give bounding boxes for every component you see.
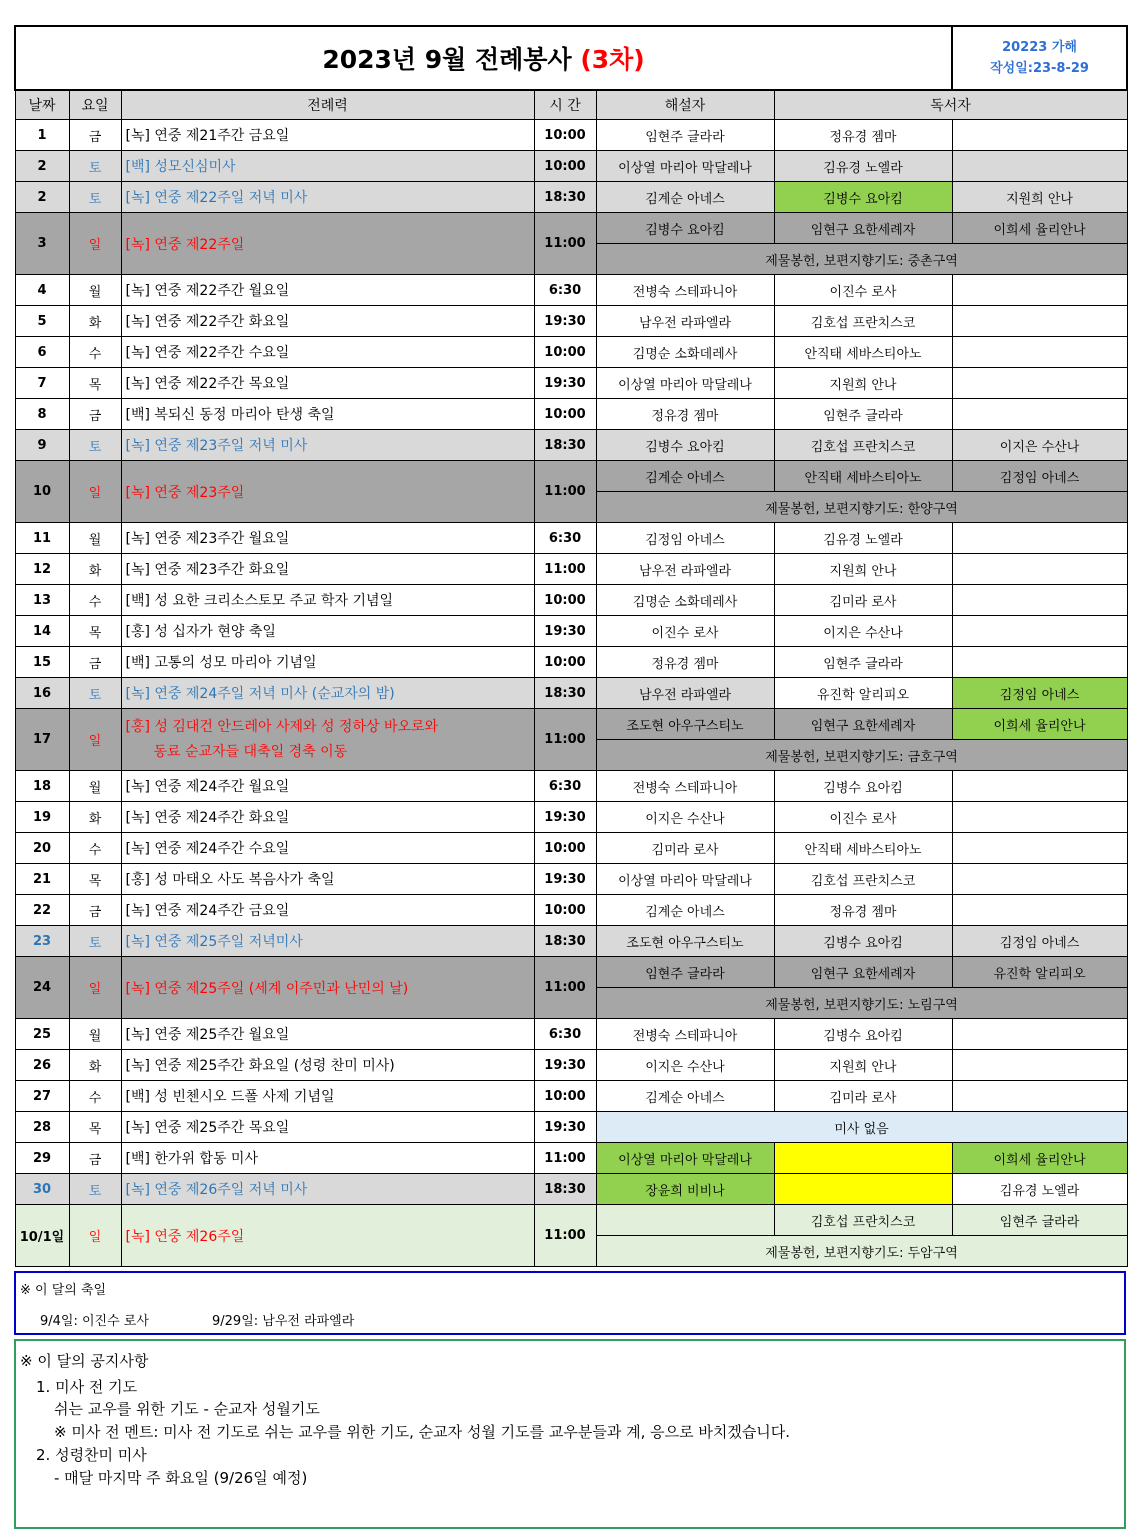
schedule-row [15,306,1127,337]
schedule-row [15,1143,1127,1174]
reader-cell: 정유경 젬마 [774,120,952,151]
weekday-cell: 수 [69,585,121,616]
schedule-row [15,895,1127,926]
time-cell: 10:00 [534,399,596,430]
weekday-cell: 화 [69,802,121,833]
commentator-cell: 임현주 글라라 [596,120,774,151]
reader-cell: 이지은 수산나 [774,616,952,647]
date-cell: 8 [15,399,69,430]
liturgy-cell: [녹] 연중 제22주간 월요일 [121,275,534,306]
reader-cell [952,306,1127,337]
year-cycle: 20223 가해 [1002,40,1077,55]
reader-cell: 김호섭 프란치스코 [774,864,952,895]
schedule-row [15,833,1127,864]
reader-cell [952,616,1127,647]
time-cell: 6:30 [534,1019,596,1050]
weekday-cell: 토 [69,1174,121,1205]
time-cell: 19:30 [534,368,596,399]
page-title [15,26,952,90]
schedule-row [15,802,1127,833]
commentator-cell: 김계순 아네스 [596,895,774,926]
reader-cell: 임현구 요한세례자 [774,709,952,740]
reader-cell: 안직태 세바스티아노 [774,337,952,368]
weekday-cell: 금 [69,895,121,926]
reader-cell: 지원희 안나 [774,1050,952,1081]
schedule-row [15,864,1127,895]
liturgy-cell: [녹] 연중 제22주간 수요일 [121,337,534,368]
date-cell: 13 [15,585,69,616]
schedule-row [15,368,1127,399]
col-weekday: 요일 [69,90,121,120]
time-cell: 6:30 [534,771,596,802]
reader-cell [952,647,1127,678]
weekday-cell: 수 [69,1081,121,1112]
liturgy-cell: [녹] 연중 제22주간 화요일 [121,306,534,337]
liturgy-cell: [홍] 성 마태오 사도 복음사가 축일 [121,864,534,895]
date-cell: 20 [15,833,69,864]
commentator-cell: 남우전 라파엘라 [596,554,774,585]
date-cell: 16 [15,678,69,709]
no-mass-cell: 미사 없음 [596,1112,1127,1143]
schedule-row [15,151,1127,182]
weekday-cell: 화 [69,1050,121,1081]
commentator-cell: 남우전 라파엘라 [596,306,774,337]
time-cell: 19:30 [534,1050,596,1081]
time-cell: 11:00 [534,461,596,523]
reader-cell: 김정임 아네스 [952,678,1127,709]
reader-cell: 임현주 글라라 [952,1205,1127,1236]
notice-heading: ※ 이 달의 공지사항 [20,1352,149,1370]
commentator-cell: 김병수 요아킴 [596,213,774,244]
schedule-row [15,1112,1127,1143]
notice-item-title: 2. 성령찬미 미사 [36,1446,147,1464]
reader-cell: 김호섭 프란치스코 [774,430,952,461]
schedule-rows [15,120,1127,1267]
commentator-cell: 전병숙 스테파니아 [596,275,774,306]
commentator-cell: 김병수 요아킴 [596,430,774,461]
reader-cell: 지원희 안나 [774,368,952,399]
reader-cell: 안직태 세바스티아노 [774,461,952,492]
reader-cell [952,337,1127,368]
weekday-cell: 일 [69,461,121,523]
date-cell: 30 [15,1174,69,1205]
date-cell: 9 [15,430,69,461]
notice-item-title: 1. 미사 전 기도 [36,1378,138,1396]
schedule-row [15,337,1127,368]
commentator-cell: 김계순 아네스 [596,461,774,492]
schedule-row [15,120,1127,151]
schedule-row [15,399,1127,430]
offertory-cell: 제물봉헌, 보편지향기도: 노림구역 [596,988,1127,1019]
commentator-cell: 이상열 마리아 막달레나 [596,864,774,895]
reader-cell: 김병수 요아킴 [774,771,952,802]
date-cell: 19 [15,802,69,833]
liturgy-line: 동료 순교자들 대축일 경축 이동 [153,743,348,760]
reader-cell [952,771,1127,802]
weekday-cell: 화 [69,306,121,337]
weekday-cell: 월 [69,275,121,306]
schedule-row [15,1081,1127,1112]
liturgy-line: [홍] 성 김대건 안드레아 사제와 성 정하상 바오로와 [125,718,439,735]
reader-cell [774,1174,952,1205]
written-date: 작성일:23-8-29 [990,61,1089,76]
schedule-row [15,1174,1127,1205]
date-cell: 2 [15,182,69,213]
liturgy-cell: [녹] 연중 제22주일 저녁 미사 [121,182,534,213]
commentator-cell: 김미라 로사 [596,833,774,864]
schedule-row [15,709,1127,740]
notice-text: 쉬는 교우를 위한 기도 - 순교자 성월기도 [54,1400,320,1418]
liturgy-cell: [녹] 연중 제24주간 금요일 [121,895,534,926]
reader-cell: 김병수 요아킴 [774,926,952,957]
col-commentator: 해설자 [596,90,774,120]
date-cell: 2 [15,151,69,182]
date-cell: 17 [15,709,69,771]
commentator-cell: 전병숙 스테파니아 [596,1019,774,1050]
feast-heading: ※ 이 달의 축일 [20,1283,107,1298]
time-cell: 11:00 [534,213,596,275]
reader-cell [952,554,1127,585]
time-cell: 18:30 [534,678,596,709]
liturgy-cell: [백] 고통의 성모 마리아 기념일 [121,647,534,678]
date-cell: 26 [15,1050,69,1081]
offertory-cell: 제물봉헌, 보편지향기도: 한양구역 [596,492,1127,523]
offertory-cell: 제물봉헌, 보편지향기도: 중촌구역 [596,244,1127,275]
weekday-cell: 수 [69,337,121,368]
liturgy-cell: [녹] 연중 제23주일 저녁 미사 [121,430,534,461]
date-cell: 27 [15,1081,69,1112]
liturgy-cell: [홍] 성 십자가 현양 축일 [121,616,534,647]
schedule-row [15,616,1127,647]
reader-cell [952,1081,1127,1112]
schedule-row [15,926,1127,957]
monthly-feast-box [14,1271,1126,1335]
liturgy-cell: [녹] 연중 제23주간 화요일 [121,554,534,585]
weekday-cell: 목 [69,864,121,895]
col-day: 날짜 [15,90,69,120]
notice-text: - 매달 마지막 주 화요일 (9/26일 예정) [54,1469,308,1487]
reader-cell [952,585,1127,616]
weekday-cell: 토 [69,182,121,213]
time-cell: 19:30 [534,616,596,647]
date-cell: 22 [15,895,69,926]
reader-cell [952,523,1127,554]
time-cell: 6:30 [534,275,596,306]
col-liturgy: 전례력 [121,90,534,120]
reader-cell: 김병수 요아킴 [774,182,952,213]
schedule-row [15,1205,1127,1236]
reader-cell: 지원희 안나 [774,554,952,585]
title-round: (3차) [580,45,645,74]
liturgy-cell: [녹] 연중 제26주일 [121,1205,534,1267]
weekday-cell: 토 [69,151,121,182]
weekday-cell: 일 [69,1205,121,1267]
date-cell: 6 [15,337,69,368]
liturgy-cell: [녹] 연중 제24주일 저녁 미사 (순교자의 밤) [121,678,534,709]
reader-cell: 이희세 율리안나 [952,709,1127,740]
liturgy-cell [121,709,534,771]
monthly-notice-box [14,1339,1126,1529]
weekday-cell: 수 [69,833,121,864]
time-cell: 19:30 [534,802,596,833]
reader-cell [952,895,1127,926]
reader-cell: 임현주 글라라 [774,399,952,430]
date-cell: 7 [15,368,69,399]
reader-cell: 유진학 알리피오 [774,678,952,709]
reader-cell: 이진수 로사 [774,802,952,833]
reader-cell [952,368,1127,399]
reader-cell [952,120,1127,151]
date-cell: 21 [15,864,69,895]
commentator-cell: 이지은 수산나 [596,1050,774,1081]
weekday-cell: 일 [69,213,121,275]
liturgy-cell: [백] 한가위 합동 미사 [121,1143,534,1174]
date-cell: 11 [15,523,69,554]
schedule-row [15,461,1127,492]
commentator-cell: 이지은 수산나 [596,802,774,833]
schedule-sheet [14,25,1126,1267]
time-cell: 11:00 [534,1143,596,1174]
time-cell: 10:00 [534,895,596,926]
feast-item: 9/4일: 이진수 로사 [40,1314,149,1329]
time-cell: 18:30 [534,182,596,213]
feast-item: 9/29일: 남우전 라파엘라 [212,1314,355,1329]
col-time: 시 간 [534,90,596,120]
commentator-cell: 임현주 글라라 [596,957,774,988]
commentator-cell: 전병숙 스테파니아 [596,771,774,802]
weekday-cell: 금 [69,120,121,151]
reader-cell: 김유경 노엘라 [774,523,952,554]
reader-cell: 김정임 아네스 [952,926,1127,957]
liturgy-cell: [녹] 연중 제25주간 월요일 [121,1019,534,1050]
reader-cell: 김병수 요아킴 [774,1019,952,1050]
schedule-row [15,1019,1127,1050]
schedule-row [15,771,1127,802]
weekday-cell: 금 [69,1143,121,1174]
reader-cell [952,151,1127,182]
liturgy-cell: [녹] 연중 제25주일 저녁미사 [121,926,534,957]
weekday-cell: 화 [69,554,121,585]
time-cell: 18:30 [534,926,596,957]
reader-cell: 김유경 노엘라 [952,1174,1127,1205]
liturgy-cell: [녹] 연중 제23주간 월요일 [121,523,534,554]
time-cell: 6:30 [534,523,596,554]
weekday-cell: 일 [69,957,121,1019]
weekday-cell: 목 [69,1112,121,1143]
schedule-row [15,678,1127,709]
time-cell: 10:00 [534,337,596,368]
reader-cell: 이진수 로사 [774,275,952,306]
reader-cell: 김미라 로사 [774,1081,952,1112]
weekday-cell: 금 [69,399,121,430]
weekday-cell: 월 [69,523,121,554]
reader-cell [952,399,1127,430]
date-cell: 4 [15,275,69,306]
liturgy-cell: [백] 성모신심미사 [121,151,534,182]
schedule-row [15,1050,1127,1081]
commentator-cell: 이상열 마리아 막달레나 [596,1143,774,1174]
title-main: 2023년 9월 전례봉사 [322,45,581,74]
date-cell: 12 [15,554,69,585]
col-reader: 독서자 [774,90,1127,120]
offertory-cell: 제물봉헌, 보편지향기도: 금호구역 [596,740,1127,771]
time-cell: 19:30 [534,864,596,895]
reader-cell: 안직태 세바스티아노 [774,833,952,864]
weekday-cell: 월 [69,1019,121,1050]
time-cell: 10:00 [534,1081,596,1112]
commentator-cell: 이상열 마리아 막달레나 [596,151,774,182]
commentator-cell: 조도현 아우구스티노 [596,926,774,957]
commentator-cell: 남우전 라파엘라 [596,678,774,709]
weekday-cell: 토 [69,926,121,957]
time-cell: 10:00 [534,585,596,616]
weekday-cell: 토 [69,678,121,709]
schedule-row [15,523,1127,554]
time-cell: 19:30 [534,1112,596,1143]
weekday-cell: 토 [69,430,121,461]
liturgy-cell: [녹] 연중 제24주간 수요일 [121,833,534,864]
commentator-cell: 이상열 마리아 막달레나 [596,368,774,399]
schedule-row [15,213,1127,244]
time-cell: 10:00 [534,151,596,182]
date-cell: 18 [15,771,69,802]
schedule-row [15,585,1127,616]
weekday-cell: 목 [69,616,121,647]
reader-cell: 김유경 노엘라 [774,151,952,182]
reader-cell: 이지은 수산나 [952,430,1127,461]
date-cell: 29 [15,1143,69,1174]
schedule-row [15,275,1127,306]
reader-cell: 이희세 율리안나 [952,213,1127,244]
reader-cell: 임현주 글라라 [774,647,952,678]
reader-cell [952,802,1127,833]
weekday-cell: 금 [69,647,121,678]
time-cell: 10:00 [534,833,596,864]
reader-cell: 이희세 율리안나 [952,1143,1127,1174]
time-cell: 11:00 [534,709,596,771]
date-cell: 3 [15,213,69,275]
commentator-cell: 조도현 아우구스티노 [596,709,774,740]
schedule-row [15,647,1127,678]
liturgy-cell: [녹] 연중 제23주일 [121,461,534,523]
date-cell: 15 [15,647,69,678]
liturgy-cell: [백] 성 빈첸시오 드폴 사제 기념일 [121,1081,534,1112]
date-cell: 23 [15,926,69,957]
reader-cell: 김호섭 프란치스코 [774,1205,952,1236]
liturgy-cell: [녹] 연중 제22주일 [121,213,534,275]
reader-cell [952,1050,1127,1081]
date-cell: 5 [15,306,69,337]
liturgy-cell: [녹] 연중 제26주일 저녁 미사 [121,1174,534,1205]
date-cell: 14 [15,616,69,647]
date-cell: 28 [15,1112,69,1143]
reader-cell [774,1143,952,1174]
reader-cell [952,864,1127,895]
time-cell: 18:30 [534,430,596,461]
commentator-cell: 장윤희 비비나 [596,1174,774,1205]
schedule-row [15,554,1127,585]
liturgy-cell: [녹] 연중 제24주간 화요일 [121,802,534,833]
liturgy-cell: [녹] 연중 제22주간 목요일 [121,368,534,399]
reader-cell: 임현구 요한세례자 [774,957,952,988]
commentator-cell: 김정임 아네스 [596,523,774,554]
reader-cell [952,275,1127,306]
liturgy-cell: [녹] 연중 제25주간 화요일 (성령 찬미 미사) [121,1050,534,1081]
commentator-cell: 정유경 젬마 [596,647,774,678]
reader-cell: 지원희 안나 [952,182,1127,213]
schedule-row [15,957,1127,988]
reader-cell: 임현구 요한세례자 [774,213,952,244]
reader-cell [952,1019,1127,1050]
liturgy-cell: [백] 성 요한 크리소스토모 주교 학자 기념일 [121,585,534,616]
notice-text: ※ 미사 전 멘트: 미사 전 기도로 쉬는 교우를 위한 기도, 순교자 성월 기도를 교우분들과 계, 응으로 바치겠습니다. [54,1423,791,1441]
title-row [15,26,1127,90]
liturgy-cell: [녹] 연중 제25주간 목요일 [121,1112,534,1143]
time-cell: 11:00 [534,1205,596,1267]
commentator-cell: 정유경 젬마 [596,399,774,430]
commentator-cell: 김계순 아네스 [596,1081,774,1112]
liturgy-cell: [녹] 연중 제24주간 월요일 [121,771,534,802]
reader-cell: 김미라 로사 [774,585,952,616]
liturgy-cell: [녹] 연중 제21주간 금요일 [121,120,534,151]
date-cell: 10 [15,461,69,523]
weekday-cell: 목 [69,368,121,399]
time-cell: 10:00 [534,120,596,151]
reader-cell [952,833,1127,864]
date-cell: 1 [15,120,69,151]
time-cell: 11:00 [534,957,596,1019]
schedule-row [15,430,1127,461]
reader-cell: 김호섭 프란치스코 [774,306,952,337]
reader-cell: 김정임 아네스 [952,461,1127,492]
header-row [15,90,1127,120]
time-cell: 10:00 [534,647,596,678]
time-cell: 19:30 [534,306,596,337]
date-cell: 25 [15,1019,69,1050]
reader-cell: 정유경 젬마 [774,895,952,926]
schedule-table [14,25,1128,1267]
liturgy-cell: [백] 복되신 동정 마리아 탄생 축일 [121,399,534,430]
meta-box [952,26,1127,90]
time-cell: 18:30 [534,1174,596,1205]
commentator-cell: 김명순 소화데레사 [596,585,774,616]
date-cell: 10/1일 [15,1205,69,1267]
weekday-cell: 월 [69,771,121,802]
offertory-cell: 제물봉헌, 보편지향기도: 두암구역 [596,1236,1127,1267]
liturgy-cell: [녹] 연중 제25주일 (세계 이주민과 난민의 날) [121,957,534,1019]
date-cell: 24 [15,957,69,1019]
commentator-cell: 김명순 소화데레사 [596,337,774,368]
reader-cell: 유진학 알리피오 [952,957,1127,988]
schedule-row [15,182,1127,213]
weekday-cell: 일 [69,709,121,771]
commentator-cell: 이진수 로사 [596,616,774,647]
time-cell: 11:00 [534,554,596,585]
commentator-cell: 김계순 아네스 [596,182,774,213]
commentator-cell [596,1205,774,1236]
